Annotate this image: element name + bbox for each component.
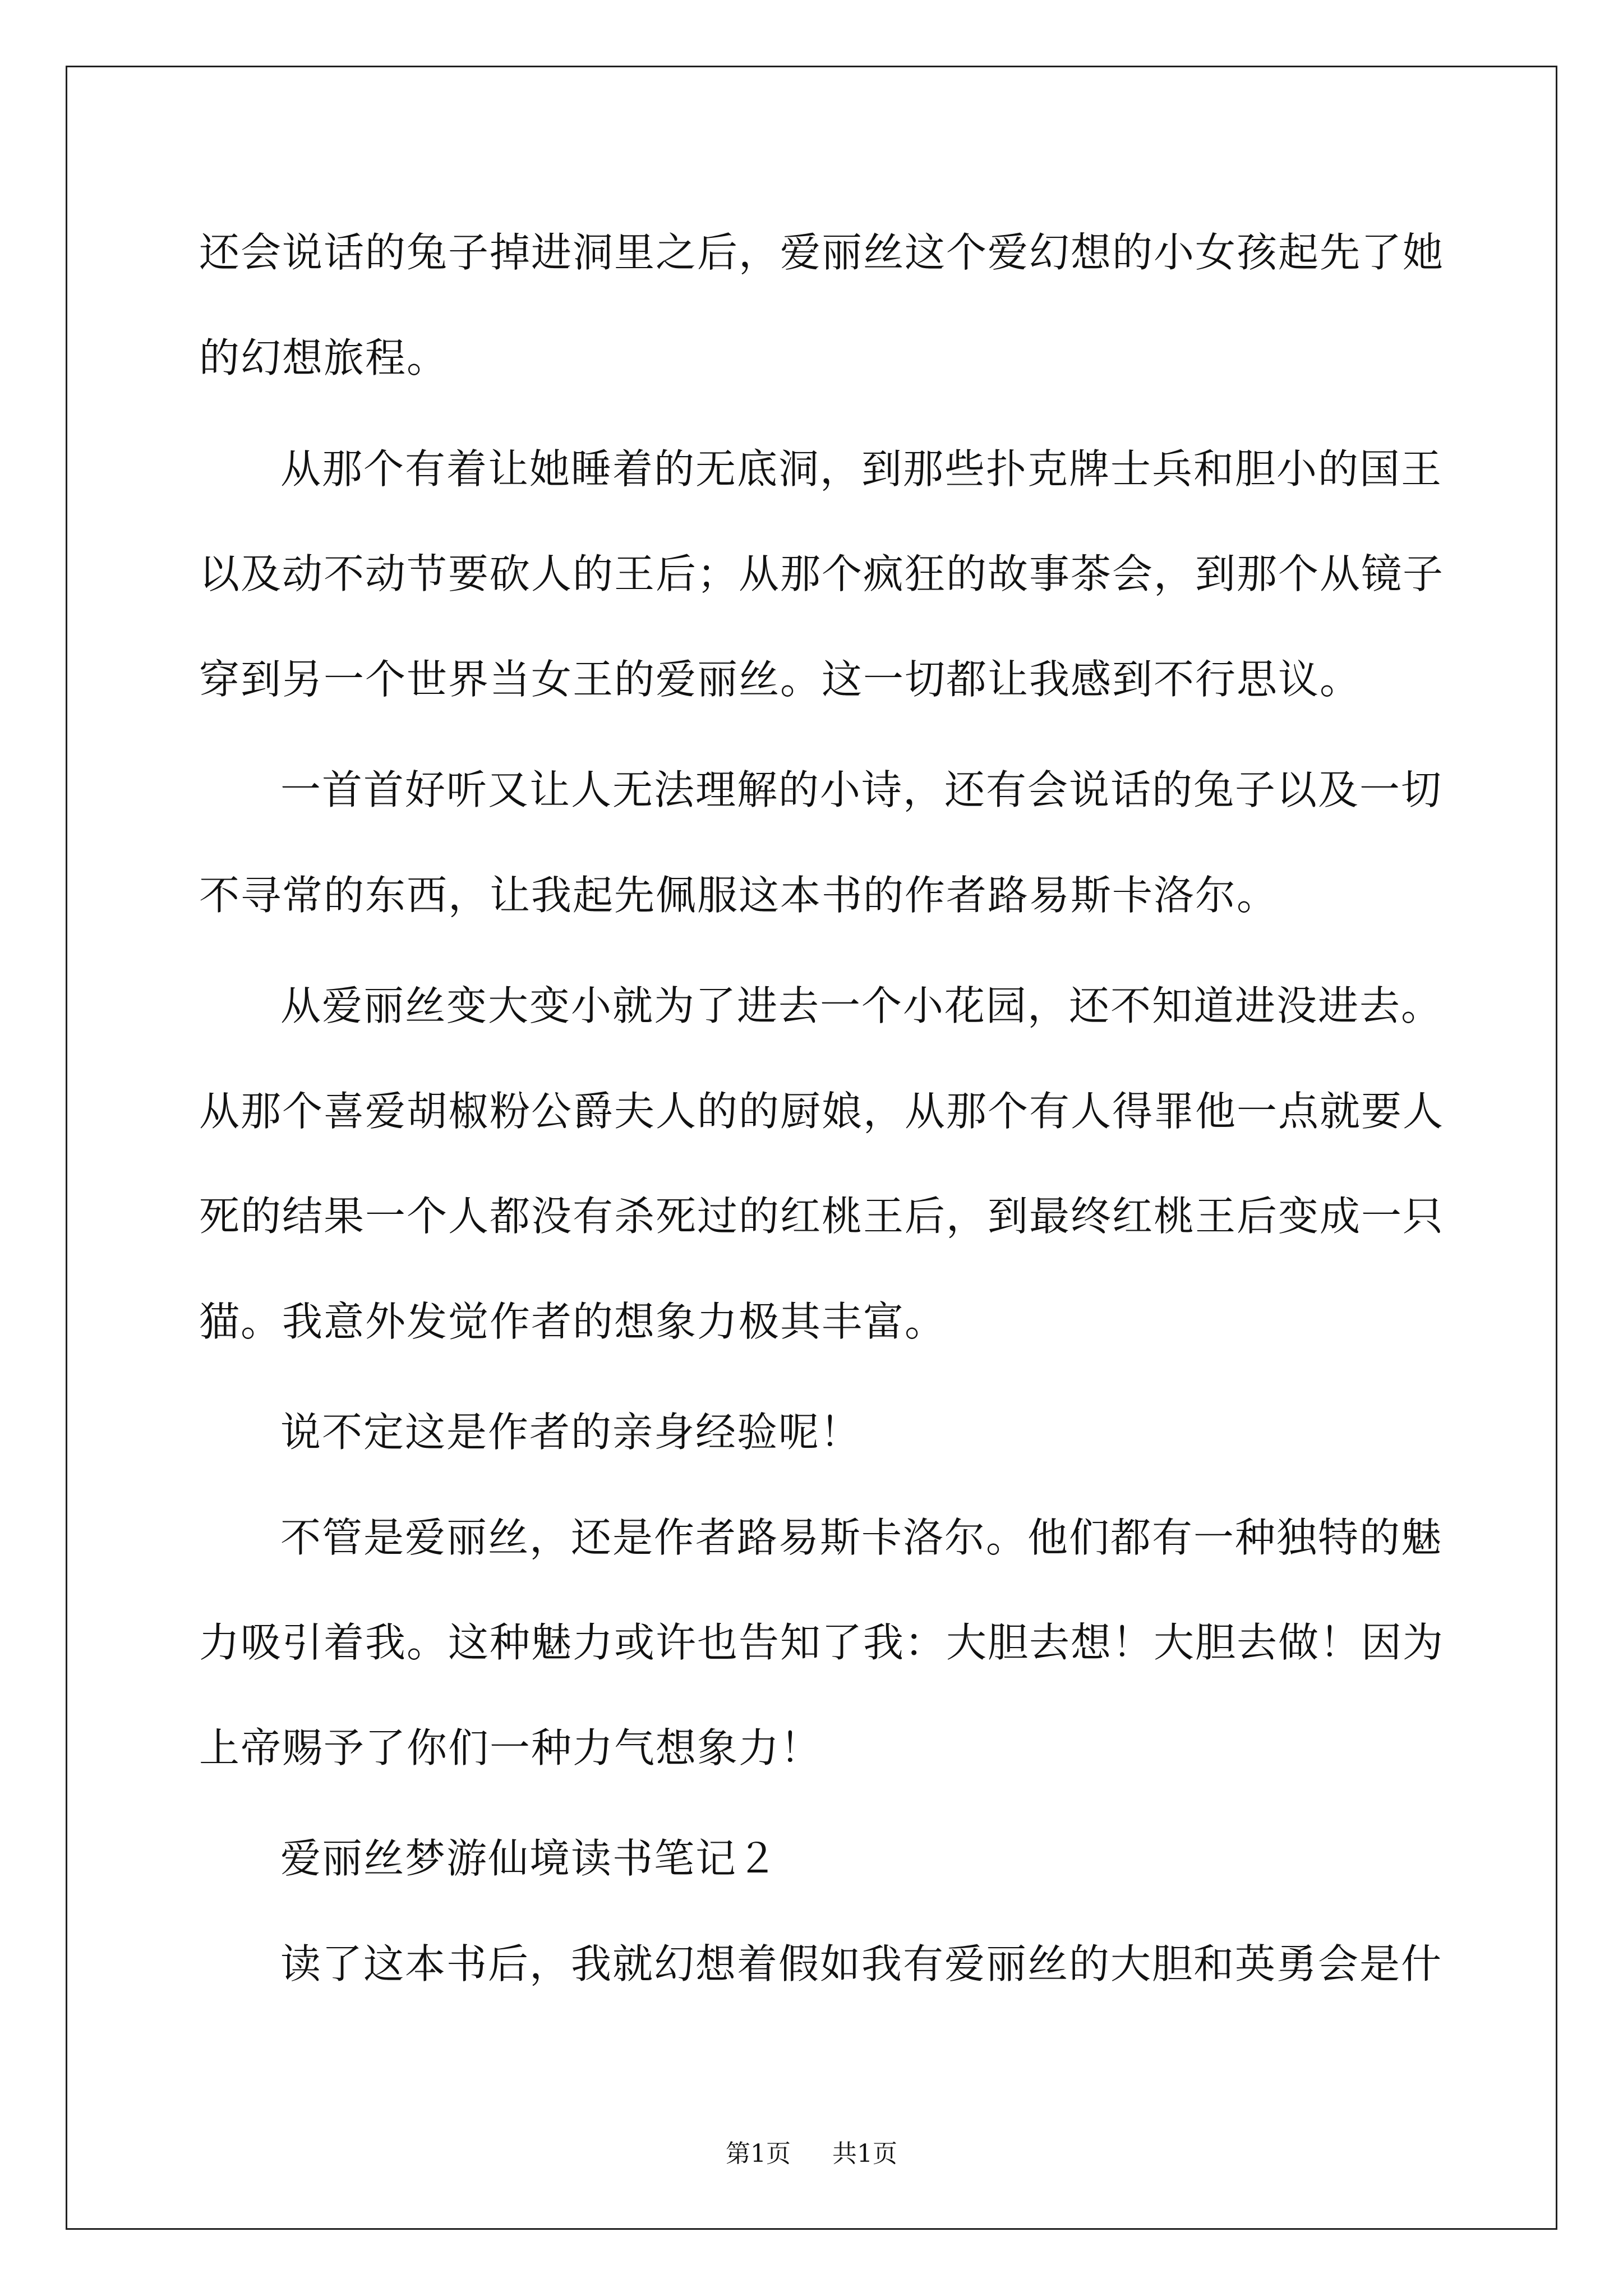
text-line: 力吸引着我。这种魅力或许也告知了我：大胆去想！大胆去做！因为: [199, 1619, 1445, 1666]
page-footer: [0, 2137, 1623, 2171]
text-line: 以及动不动节要砍人的王后；从那个疯狂的故事茶会，到那个从镜子: [199, 550, 1445, 597]
text-line: 读了这本书后，我就幻想着假如我有爱丽丝的大胆和英勇会是什: [280, 1940, 1443, 1987]
section-heading: 爱丽丝梦游仙境读书笔记２: [280, 1835, 779, 1882]
text-line: 的幻想旅程。: [199, 334, 449, 381]
text-line: 说不定这是作者的亲身经验呢！: [280, 1409, 862, 1456]
text-line: 不管是爱丽丝，还是作者路易斯卡洛尔。他们都有一种独特的魅: [280, 1514, 1443, 1561]
text-line: 从那个喜爱胡椒粉公爵夫人的的厨娘，从那个有人得罪他一点就要人: [199, 1088, 1445, 1135]
text-line: 穿到另一个世界当女王的爱丽丝。这一切都让我感到不行思议。: [199, 656, 1362, 703]
text-line: 不寻常的东西，让我起先佩服这本书的作者路易斯卡洛尔。: [199, 872, 1279, 919]
text-line: 一首首好听又让人无法理解的小诗，还有会说话的兔子以及一切: [280, 766, 1443, 813]
text-line: 死的结果一个人都没有杀死过的红桃王后，到最终红桃王后变成一只: [199, 1193, 1445, 1240]
page-border: [66, 66, 1557, 2230]
text-line: 还会说话的兔子掉进洞里之后，爱丽丝这个爱幻想的小女孩起先了她: [199, 229, 1445, 276]
text-line: 上帝赐予了你们一种力气想象力！: [199, 1724, 822, 1772]
text-line: 从爱丽丝变大变小就为了进去一个小花园，还不知道进没进去。: [280, 982, 1443, 1029]
text-line: 猫。我意外发觉作者的想象力极其丰富。: [199, 1298, 947, 1345]
text-line: 从那个有着让她睡着的无底洞，到那些扑克牌士兵和胆小的国王: [280, 445, 1443, 493]
page-number-current: 第1页: [726, 2139, 791, 2168]
page-number-total: 共1页: [832, 2139, 897, 2168]
